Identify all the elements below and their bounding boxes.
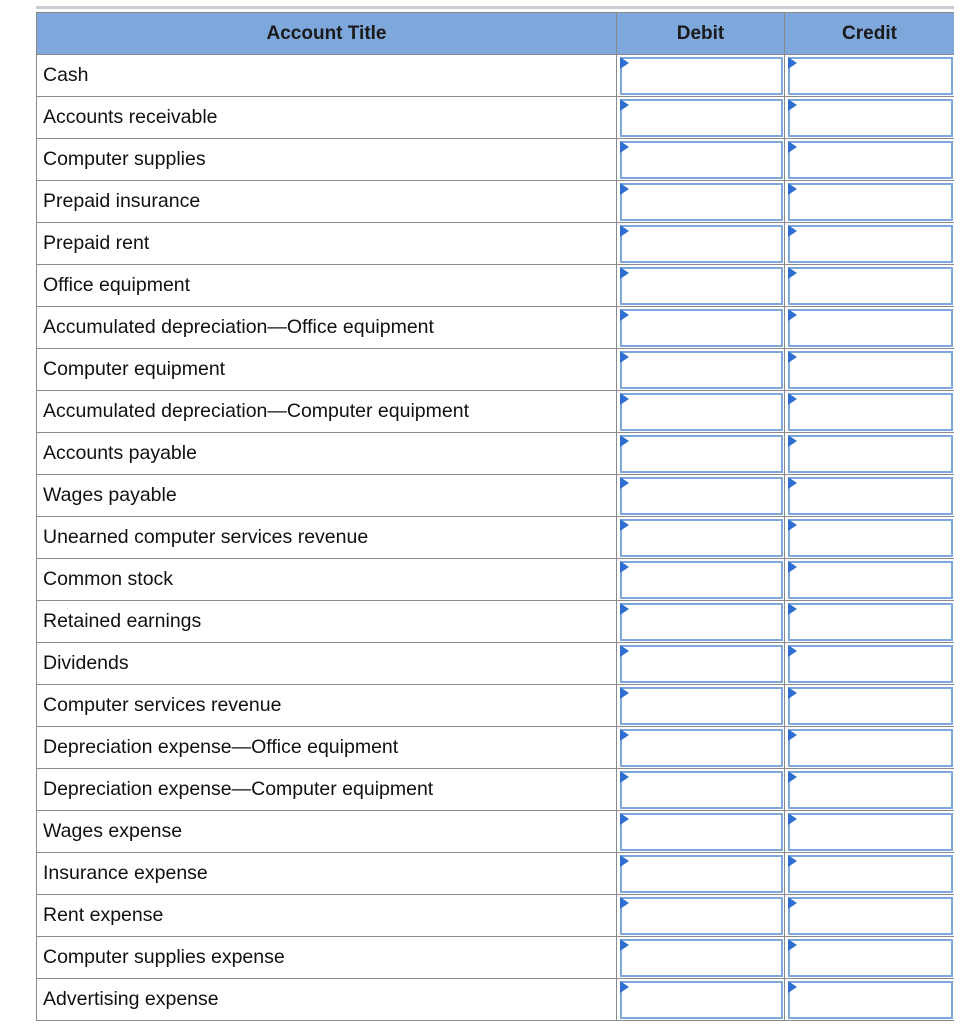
account-title-cell: Accumulated depreciation—Computer equipment — [37, 391, 617, 433]
debit-cell — [617, 223, 785, 265]
credit-input[interactable] — [788, 687, 953, 725]
debit-input[interactable] — [620, 99, 783, 137]
credit-input[interactable] — [788, 141, 953, 179]
table-row — [37, 811, 955, 853]
table-row — [37, 391, 955, 433]
credit-cell — [785, 349, 955, 391]
credit-input[interactable] — [788, 477, 953, 515]
credit-cell — [785, 391, 955, 433]
account-title-cell: Depreciation expense—Computer equipment — [37, 769, 617, 811]
debit-cell — [617, 559, 785, 601]
debit-input[interactable] — [620, 57, 783, 95]
credit-cell — [785, 937, 955, 979]
credit-cell — [785, 643, 955, 685]
debit-cell — [617, 517, 785, 559]
credit-input[interactable] — [788, 813, 953, 851]
table-row — [37, 601, 955, 643]
debit-input[interactable] — [620, 645, 783, 683]
debit-input[interactable] — [620, 939, 783, 977]
debit-cell — [617, 811, 785, 853]
debit-cell — [617, 979, 785, 1021]
account-title-cell: Dividends — [37, 643, 617, 685]
account-title-cell: Office equipment — [37, 265, 617, 307]
credit-input[interactable] — [788, 435, 953, 473]
table-row — [37, 853, 955, 895]
credit-cell — [785, 811, 955, 853]
debit-input[interactable] — [620, 687, 783, 725]
account-title-cell: Wages expense — [37, 811, 617, 853]
table-row — [37, 55, 955, 97]
debit-input[interactable] — [620, 351, 783, 389]
debit-cell — [617, 139, 785, 181]
credit-cell — [785, 769, 955, 811]
credit-input[interactable] — [788, 729, 953, 767]
table-row — [37, 223, 955, 265]
table-row — [37, 895, 955, 937]
credit-input[interactable] — [788, 225, 953, 263]
credit-input[interactable] — [788, 897, 953, 935]
trial-balance-worksheet — [36, 6, 954, 1024]
credit-cell — [785, 979, 955, 1021]
debit-input[interactable] — [620, 225, 783, 263]
debit-input[interactable] — [620, 519, 783, 557]
account-title-cell: Insurance expense — [37, 853, 617, 895]
credit-input[interactable] — [788, 351, 953, 389]
credit-input[interactable] — [788, 183, 953, 221]
debit-input[interactable] — [620, 393, 783, 431]
debit-input[interactable] — [620, 603, 783, 641]
debit-cell — [617, 895, 785, 937]
credit-input[interactable] — [788, 939, 953, 977]
table-row — [37, 475, 955, 517]
credit-input[interactable] — [788, 393, 953, 431]
credit-input[interactable] — [788, 519, 953, 557]
account-title-cell: Computer supplies expense — [37, 937, 617, 979]
debit-input[interactable] — [620, 771, 783, 809]
credit-cell — [785, 55, 955, 97]
table-row — [37, 517, 955, 559]
credit-cell — [785, 433, 955, 475]
table-row — [37, 349, 955, 391]
table-row — [37, 559, 955, 601]
account-title-cell: Accumulated depreciation—Office equipment — [37, 307, 617, 349]
account-title-cell: Computer equipment — [37, 349, 617, 391]
credit-cell — [785, 223, 955, 265]
header-account-title: Account Title — [37, 13, 617, 55]
table-row — [37, 181, 955, 223]
debit-input[interactable] — [620, 729, 783, 767]
credit-input[interactable] — [788, 645, 953, 683]
debit-cell — [617, 433, 785, 475]
credit-input[interactable] — [788, 561, 953, 599]
credit-cell — [785, 517, 955, 559]
debit-cell — [617, 181, 785, 223]
header-row — [37, 13, 955, 55]
credit-cell — [785, 559, 955, 601]
table-row — [37, 727, 955, 769]
table-body — [37, 55, 955, 1021]
debit-input[interactable] — [620, 561, 783, 599]
debit-input[interactable] — [620, 813, 783, 851]
account-title-cell: Accounts receivable — [37, 97, 617, 139]
header-credit: Credit — [785, 13, 955, 55]
table-row — [37, 265, 955, 307]
credit-cell — [785, 895, 955, 937]
debit-cell — [617, 937, 785, 979]
trial-balance-table — [36, 12, 954, 1021]
account-title-cell: Cash — [37, 55, 617, 97]
debit-input[interactable] — [620, 267, 783, 305]
debit-input[interactable] — [620, 141, 783, 179]
table-row — [37, 685, 955, 727]
credit-cell — [785, 475, 955, 517]
debit-cell — [617, 97, 785, 139]
account-title-cell: Wages payable — [37, 475, 617, 517]
debit-input[interactable] — [620, 981, 783, 1019]
credit-cell — [785, 265, 955, 307]
debit-input[interactable] — [620, 309, 783, 347]
credit-input[interactable] — [788, 603, 953, 641]
table-row — [37, 643, 955, 685]
debit-cell — [617, 727, 785, 769]
debit-cell — [617, 853, 785, 895]
debit-cell — [617, 55, 785, 97]
credit-cell — [785, 685, 955, 727]
account-title-cell: Accounts payable — [37, 433, 617, 475]
credit-input[interactable] — [788, 981, 953, 1019]
credit-cell — [785, 853, 955, 895]
debit-input[interactable] — [620, 435, 783, 473]
debit-cell — [617, 265, 785, 307]
debit-cell — [617, 349, 785, 391]
account-title-cell: Prepaid rent — [37, 223, 617, 265]
debit-cell — [617, 769, 785, 811]
credit-input[interactable] — [788, 309, 953, 347]
account-title-cell: Retained earnings — [37, 601, 617, 643]
account-title-cell: Unearned computer services revenue — [37, 517, 617, 559]
credit-input[interactable] — [788, 855, 953, 893]
account-title-cell: Computer supplies — [37, 139, 617, 181]
credit-cell — [785, 139, 955, 181]
debit-input[interactable] — [620, 477, 783, 515]
debit-input[interactable] — [620, 183, 783, 221]
table-row — [37, 139, 955, 181]
debit-cell — [617, 643, 785, 685]
debit-cell — [617, 391, 785, 433]
debit-cell — [617, 307, 785, 349]
table-row — [37, 307, 955, 349]
table-row — [37, 97, 955, 139]
debit-input[interactable] — [620, 897, 783, 935]
table-row — [37, 937, 955, 979]
credit-cell — [785, 97, 955, 139]
credit-input[interactable] — [788, 57, 953, 95]
header-debit: Debit — [617, 13, 785, 55]
credit-cell — [785, 727, 955, 769]
debit-cell — [617, 475, 785, 517]
credit-cell — [785, 601, 955, 643]
credit-input[interactable] — [788, 771, 953, 809]
debit-cell — [617, 685, 785, 727]
account-title-cell: Prepaid insurance — [37, 181, 617, 223]
credit-cell — [785, 307, 955, 349]
debit-cell — [617, 601, 785, 643]
credit-input[interactable] — [788, 99, 953, 137]
table-row — [37, 979, 955, 1021]
table-row — [37, 769, 955, 811]
credit-input[interactable] — [788, 267, 953, 305]
account-title-cell: Computer services revenue — [37, 685, 617, 727]
top-divider — [36, 6, 954, 9]
account-title-cell: Common stock — [37, 559, 617, 601]
account-title-cell: Advertising expense — [37, 979, 617, 1021]
account-title-cell: Rent expense — [37, 895, 617, 937]
table-row — [37, 433, 955, 475]
account-title-cell: Depreciation expense—Office equipment — [37, 727, 617, 769]
debit-input[interactable] — [620, 855, 783, 893]
credit-cell — [785, 181, 955, 223]
